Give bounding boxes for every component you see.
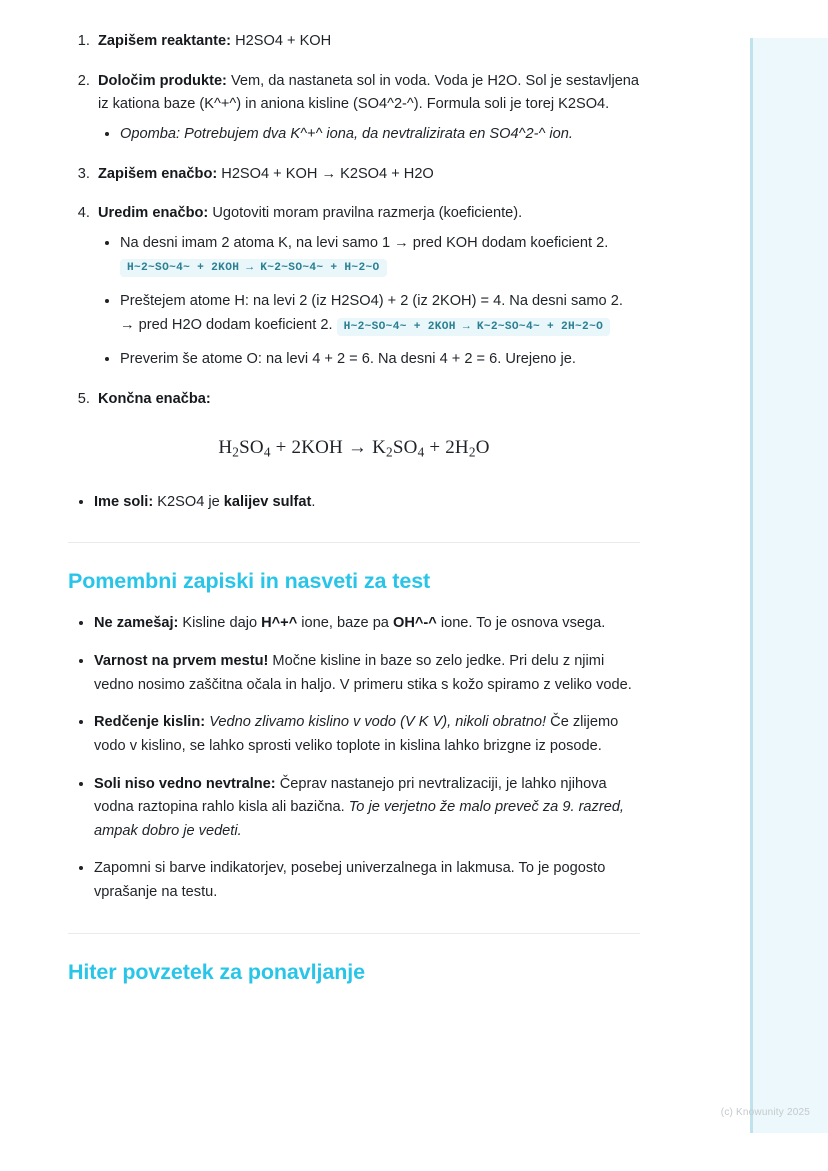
note-ion-base: OH^-^	[392, 615, 437, 632]
divider-1	[68, 542, 640, 543]
sub-item-note: Opomba: Potrebujem dva K^+^ iona, da nevtralizirata en SO4^2-^ ion.	[120, 125, 573, 142]
formula-part: SO	[392, 437, 418, 459]
note-label: Redčenje kislin:	[94, 714, 206, 731]
formula-subscript: 2	[386, 444, 393, 460]
final-equation-row	[68, 437, 640, 460]
step-item-4	[94, 202, 640, 371]
note-label: Soli niso vedno nevtralne:	[94, 775, 276, 792]
note-text: Močne kisline in baze so zelo jedke. Pri delu z njimi vedno nosimo zaščitna očala in haljo. V primeru stika s kožo spiramo z veliko vode.	[94, 652, 632, 693]
formula-part: + 2H	[424, 437, 469, 459]
divider-2	[68, 933, 640, 934]
step-label: Uredim enačbo:	[98, 205, 209, 222]
formula-part: + 2KOH → K	[270, 437, 386, 459]
copyright-watermark: (c) Knowunity 2025	[720, 1107, 810, 1118]
salt-name-middle: K2SO4 je	[153, 493, 224, 510]
step-label: Zapišem reaktante:	[98, 33, 232, 49]
step-label: Zapišem enačbo:	[98, 165, 218, 182]
note-label: Varnost na prvem mestu!	[94, 652, 269, 669]
note-text: ione. To je osnova vsega.	[436, 615, 606, 632]
step-label: Končna enačba:	[98, 390, 211, 407]
note-item-5	[94, 857, 640, 904]
note-text: Kisline dajo	[178, 615, 262, 632]
note-text: Zapomni si barve indikatorjev, posebej univerzalnega in lakmusa. To je pogosto vprašanje na testu.	[94, 860, 606, 901]
formula-subscript: 2	[232, 444, 240, 460]
note-ion-acid: H^+^	[261, 615, 298, 632]
notes-list	[68, 612, 640, 904]
steps-list	[68, 30, 640, 411]
step-item-2	[94, 70, 640, 147]
salt-name-item	[94, 491, 640, 515]
note-emphasis: To je verjetno že malo preveč za 9. razred, ampak dobro je vedeti.	[94, 799, 624, 839]
formula-part: SO	[239, 437, 264, 459]
sub-item-text: Preštejem atome H: na levi 2 (iz H2SO4) + 2 (iz 2KOH) = 4. Na desni samo 2. → pred H2O dodam koeficient 2.	[120, 292, 623, 333]
formula-subscript: 2	[468, 444, 476, 460]
section-heading-notes: Pomembni zapiski in nasveti za test	[68, 569, 431, 594]
sub-item	[120, 290, 640, 338]
final-equation	[218, 437, 489, 458]
step-label: Določim produkte:	[98, 72, 227, 89]
note-emphasis: Vedno zlivamo kislino v vodo (V K V), nikoli obratno!	[209, 714, 547, 731]
equation-code-1: H~2~SO~4~ + 2KOH → K~2~SO~4~ + H~2~O	[120, 259, 387, 277]
step-4-sublist	[98, 232, 640, 372]
step-2-sublist	[98, 123, 640, 147]
step-text: H2SO4 + KOH → K2SO4 + H2O	[217, 165, 434, 182]
step-item-1	[94, 30, 640, 54]
right-decorative-panel	[750, 38, 828, 1133]
step-text: Ugotoviti moram pravilna razmerja (koeficiente).	[208, 205, 523, 222]
note-item-3	[94, 711, 640, 758]
note-item-4	[94, 773, 640, 844]
sub-item	[120, 348, 640, 372]
salt-name-label: Ime soli:	[94, 493, 154, 510]
note-item-1	[94, 612, 640, 636]
note-text: Čeprav nastanejo pri nevtralizaciji, je lahko njihova vodna raztopina rahlo kisla ali bazična.	[94, 775, 607, 816]
equation-code-2: H~2~SO~4~ + 2KOH → K~2~SO~4~ + 2H~2~O	[337, 318, 611, 336]
sub-item-text: Na desni imam 2 atoma K, na levi samo 1 → pred KOH dodam koeficient 2.	[120, 234, 609, 251]
step-item-3	[94, 163, 640, 187]
salt-name-value: kalijev sulfat	[223, 493, 312, 510]
sub-item	[120, 232, 640, 280]
step-text: H2SO4 + KOH	[231, 33, 332, 49]
salt-name-list	[68, 491, 640, 515]
note-text: Če zlijemo vodo v kislino, se lahko sprosti veliko toplote in kislina lahko brizgne iz posode.	[94, 714, 619, 754]
note-text: ione, baze pa	[297, 615, 393, 632]
formula-part: H	[218, 437, 233, 459]
formula-part: O	[475, 437, 490, 459]
section-heading-summary: Hiter povzetek za ponavljanje	[68, 959, 365, 984]
sub-item-text: Preverim še atome O: na levi 4 + 2 = 6. Na desni 4 + 2 = 6. Urejeno je.	[120, 350, 576, 367]
note-item-2	[94, 650, 640, 697]
sub-item	[120, 123, 640, 147]
step-item-5	[94, 388, 640, 412]
step-text: Vem, da nastaneta sol in voda. Voda je H2O. Sol je sestavljena iz kationa baze (K^+^) in aniona kisline (SO4^2-^). Formula soli je torej K2SO4.	[98, 72, 640, 113]
note-label: Ne zamešaj:	[94, 615, 179, 632]
formula-subscript: 4	[417, 444, 425, 460]
salt-name-end: .	[311, 493, 316, 510]
formula-subscript: 4	[263, 444, 271, 460]
